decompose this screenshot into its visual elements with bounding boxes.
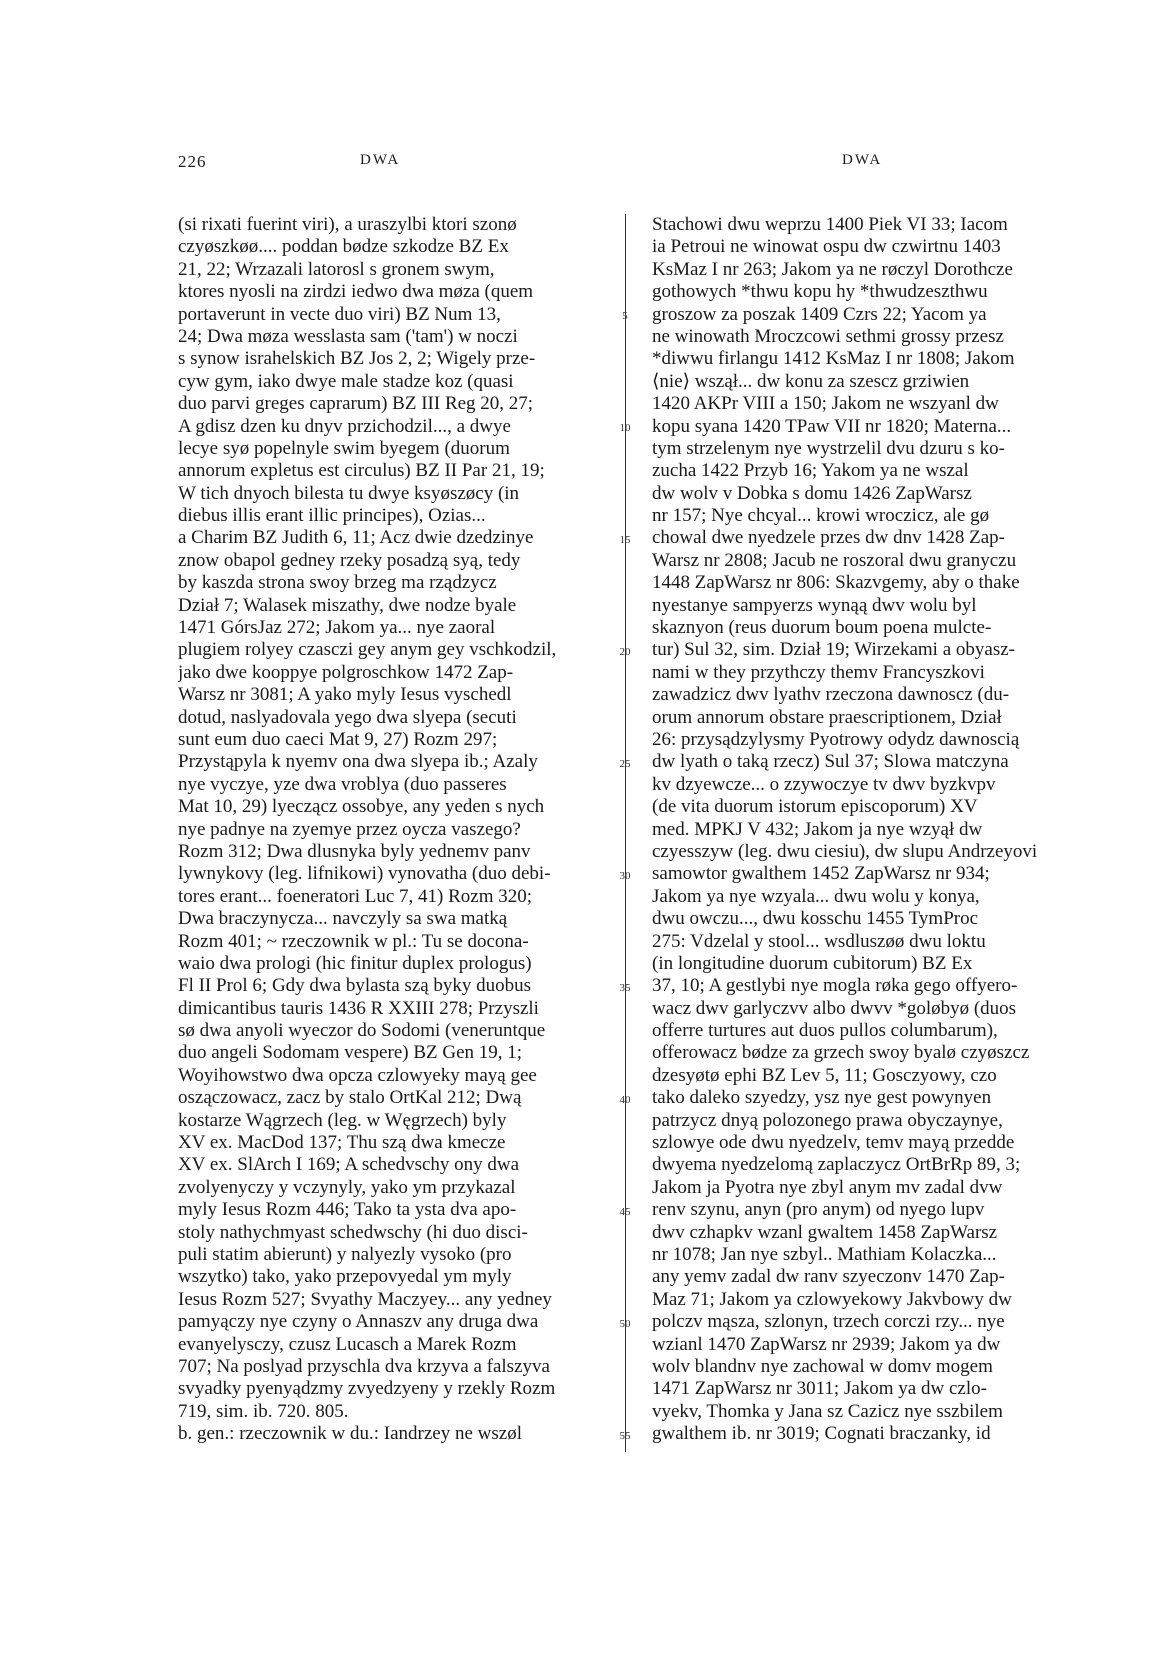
text-line: nyestanye sampyerzs wynąą dwv wolu byl (652, 594, 977, 616)
line-number: 35 (619, 981, 631, 994)
text-line: polczv mąsza, szlonyn, trzech corczi rzy... nye (652, 1311, 1005, 1333)
text-line: czyøszkøø.... poddan bødze szkodze BZ Ex (178, 236, 509, 258)
text-line: XV ex. SlArch I 169; A schedvschy ony dwa (178, 1154, 520, 1176)
text-line: s synow israhelskich BZ Jos 2, 2; Wigely prze- (178, 348, 536, 370)
text-line: kostarze Wągrzech (leg. w Węgrzech) byly (178, 1109, 507, 1131)
text-line: dimicantibus tauris 1436 R XXIII 278; Przyszli (178, 997, 539, 1019)
page-number: 226 (178, 152, 207, 171)
text-line: *diwwu firlangu 1412 KsMaz I nr 1808; Jakom (652, 348, 1015, 370)
text-line: offerowacz bødze za grzech swoy byalø czyøszcz (652, 1042, 1030, 1064)
text-line: Jakom ya nye wzyala... dwu wolu y konya, (652, 885, 980, 907)
text-line: wszytko) tako, yako przepovyedal ym myly (178, 1266, 512, 1288)
text-line: diebus illis erant illic principes), Ozias... (178, 505, 486, 527)
running-headword-left: DWA (360, 152, 401, 168)
text-line: ktores nyosli na zirdzi iedwo dwa møza (quem (178, 281, 534, 303)
text-line: 1448 ZapWarsz nr 806: Skazvgemy, aby o thake (652, 572, 1020, 594)
text-line: dwv czhapkv wzanl gwaltem 1458 ZapWarsz (652, 1221, 998, 1243)
text-line: groszow za poszak 1409 Czrs 22; Yacom ya (652, 303, 987, 325)
text-line: kopu syana 1420 TPaw VII nr 1820; Materna... (652, 415, 1012, 437)
right-column (652, 214, 1076, 1445)
running-header (0, 152, 1167, 182)
text-line: 21, 22; Wrzazali latorosl s gronem swym, (178, 258, 495, 280)
text-line: nr 157; Nye chcyal... krowi wroczicz, ale gø (652, 505, 990, 527)
text-line: nami w they przythczy themv Francyszkovi (652, 661, 985, 683)
text-line: zvolyenyczy y vczynyly, yako ym przykazal (178, 1176, 516, 1198)
text-line: vyekv, Thomka y Jana sz Cazicz nye sszbilem (652, 1400, 1003, 1422)
text-line: lecye syø popelnyle swim byegem (duorum (178, 437, 510, 459)
text-line: offerre turtures aut duos pullos columbarum), (652, 1020, 998, 1042)
line-number: 50 (619, 1317, 631, 1330)
text-line: 275: Vdzelal y stool... wsdluszøø dwu loktu (652, 930, 986, 952)
text-line: dwyema nyedzelomą zaplaczycz OrtBrRp 89, 3; (652, 1154, 1021, 1176)
text-line: dotud, naslyadovala yego dwa slyepa (secuti (178, 706, 517, 728)
text-line: plugiem rolyey czasczi gey anym gey vschkodzil, (178, 639, 557, 661)
text-line: ne winowath Mroczcowi sethmi grossy przesz (652, 325, 1004, 347)
text-line: ia Petroui ne winowat ospu dw czwirtnu 1403 (652, 236, 1001, 258)
line-number: 45 (619, 1205, 631, 1218)
text-line: 37, 10; A gestlybi nye mogla røka gego offyero- (652, 975, 1018, 997)
text-line: Iesus Rozm 527; Svyathy Maczyey... any yedney (178, 1288, 552, 1310)
text-line: 26: przysądzylysmy Pyotrowy odydz dawnoscią (652, 728, 1020, 750)
text-line: 24; Dwa møza wesslasta sam ('tam') w noczi (178, 325, 518, 347)
text-line: lywnykovy (leg. lifnikowi) vynovatha (duo debi- (178, 863, 551, 885)
text-line: stoly nathychmyast schedwschy (hi duo disci- (178, 1221, 528, 1243)
text-line: 1471 GórsJaz 272; Jakom ya... nye zaoral (178, 617, 496, 639)
text-line: jako dwe kooppye polgroschkow 1472 Zap- (178, 661, 514, 683)
text-line: wzianl 1470 ZapWarsz nr 2939; Jakom ya dw (652, 1333, 1001, 1355)
text-line: any yemv zadal dw ranv szyeczonv 1470 Zap- (652, 1266, 1005, 1288)
text-line: nye padnye na zyemye przez oycza vaszego? (178, 818, 521, 840)
text-line: nye vyczye, yze dwa vroblya (duo passeres (178, 773, 507, 795)
text-line: KsMaz I nr 263; Jakom ya ne røczyl Dorothcze (652, 258, 1013, 280)
text-line: (de vita duorum istorum episcoporum) XV (652, 796, 978, 818)
text-line: pamyączy nye czyny o Annaszv any druga dwa (178, 1311, 539, 1333)
text-line: 1420 AKPr VIII a 150; Jakom ne wszyanl dw (652, 393, 999, 415)
text-line: W tich dnyoch bilesta tu dwye ksyøszøcy (in (178, 482, 520, 504)
text-line: szlowye ode dwu nyedzelv, temv mayą przedde (652, 1132, 1015, 1154)
text-line: ⟨nie⟩ wszął... dw konu za szescz grziwien (652, 370, 970, 392)
text-line: by kaszda strona swoy brzeg ma rządzycz (178, 572, 497, 594)
text-line: annorum expletus est circulus) BZ II Par 21, 19; (178, 460, 545, 482)
text-line: duo parvi greges caprarum) BZ III Reg 20, 27; (178, 393, 534, 415)
text-line: Dział 7; Walasek miszathy, dwe nodze byale (178, 594, 517, 616)
text-line: portaverunt in vecte duo viri) BZ Num 13, (178, 303, 501, 325)
text-line: Przystąpyla k nyemv ona dwa slyepa ib.; Azaly (178, 751, 538, 773)
text-line: dzesyøtø ephi BZ Lev 5, 11; Gosczyowy, czo (652, 1064, 997, 1086)
text-line: b. gen.: rzeczownik w du.: Iandrzey ne wszøl (178, 1423, 522, 1445)
text-line: dw wolv v Dobka s domu 1426 ZapWarsz (652, 482, 972, 504)
line-number: 10 (619, 421, 631, 434)
text-line: gwalthem ib. nr 3019; Cognati braczanky, id (652, 1423, 991, 1445)
text-line: sø dwa anyoli wyeczor do Sodomi (veneruntque (178, 1020, 546, 1042)
text-line: Dwa braczynycza... navczyly sa swa matką (178, 908, 508, 930)
text-line: chowal dwe nyedzele przes dw dnv 1428 Zap- (652, 527, 1005, 549)
text-line: wacz dwv garlyczvv albo dwvv *goløbyø (duos (652, 997, 1017, 1019)
text-line: tym strzelenym nye wystrzelil dvu dzuru s ko- (652, 437, 1006, 459)
text-line: znow obapol gedney rzeky posadzą syą, tedy (178, 549, 521, 571)
text-line: Fl II Prol 6; Gdy dwa bylasta szą byky duobus (178, 975, 532, 997)
text-line: Woyihowstwo dwa opcza czlowyeky mayą gee (178, 1064, 537, 1086)
line-number: 25 (619, 757, 631, 770)
text-line: orum annorum obstare praescriptionem, Dział (652, 706, 1002, 728)
text-line: (in longitudine duorum cubitorum) BZ Ex (652, 952, 973, 974)
text-line: svyadky pyenyądzmy zvyedzyeny y rzekly Rozm (178, 1378, 556, 1400)
text-line: tores erant... foeneratori Luc 7, 41) Rozm 320; (178, 885, 533, 907)
text-line: A gdisz dzen ku dnyv przichodzil..., a dwye (178, 415, 511, 437)
text-line: czyesszyw (leg. dwu ciesiu), dw slupu Andrzeyovi (652, 840, 1038, 862)
text-line: zucha 1422 Przyb 16; Yakom ya ne wszal (652, 460, 969, 482)
text-line: Stachowi dwu weprzu 1400 Piek VI 33; Iacom (652, 214, 1008, 235)
text-line: oszączowacz, zacz by stalo OrtKal 212; Dwą (178, 1087, 522, 1109)
line-number: 15 (619, 533, 631, 546)
text-line: gothowych *thwu kopu hy *thwudzeszthwu (652, 281, 988, 303)
text-line: med. MPKJ V 432; Jakom ja nye wzyął dw (652, 818, 983, 840)
text-line: 719, sim. ib. 720. 805. (178, 1400, 349, 1422)
text-line: myly Iesus Rozm 446; Tako ta ysta dva apo- (178, 1199, 517, 1221)
text-line: Warsz nr 2808; Jacub ne roszoral dwu granyczu (652, 549, 1017, 571)
text-line: duo angeli Sodomam vespere) BZ Gen 19, 1; (178, 1042, 523, 1064)
text-line: cyw gym, iako dwye male stadze koz (quasi (178, 370, 514, 392)
running-headword-right: DWA (842, 152, 883, 168)
text-line: kv dzyewcze... o zzywoczye tv dwv byzkvpv (652, 773, 996, 795)
text-line: evanyelysczy, czusz Lucasch a Marek Rozm (178, 1333, 517, 1355)
line-number: 5 (622, 309, 628, 322)
text-line: Rozm 312; Dwa dlusnyka byly yednemv panv (178, 840, 531, 862)
text-line: skaznyon (reus duorum boum poena mulcte- (652, 617, 992, 639)
text-line: patrzycz dnyą polozonego prawa obyczaynye, (652, 1109, 1003, 1131)
text-line: tako daleko szyedzy, ysz nye gest powynyen (652, 1087, 992, 1109)
line-number: 20 (619, 645, 631, 658)
text-line: 1471 ZapWarsz nr 3011; Jakom ya dw czlo- (652, 1378, 987, 1400)
text-line: Maz 71; Jakom ya czlowyekowy Jakvbowy dw (652, 1288, 1012, 1310)
text-line: XV ex. MacDod 137; Thu szą dwa kmecze (178, 1132, 506, 1154)
text-line: renv szynu, anyn (pro anym) od nyego lupv (652, 1199, 985, 1221)
text-line: Warsz nr 3081; A yako myly Iesus vyschedl (178, 684, 512, 706)
text-line: puli statim abierunt) y nalyezly vysoko (pro (178, 1243, 512, 1265)
text-line: waio dwa prologi (hic finitur duplex prologus) (178, 952, 532, 974)
text-line: a Charim BZ Judith 6, 11; Acz dwie dzedzinye (178, 527, 534, 549)
text-line: samowtor gwalthem 1452 ZapWarsz nr 934; (652, 863, 990, 885)
text-line: Rozm 401; ~ rzeczownik w pl.: Tu se docona- (178, 930, 529, 952)
text-line: Mat 10, 29) lyeczącz ossobye, any yeden s nych (178, 796, 545, 818)
text-line: tur) Sul 32, sim. Dział 19; Wirzekami a obyasz- (652, 639, 1015, 661)
text-line: dwu owczu..., dwu kosschu 1455 TymProc (652, 908, 979, 930)
text-line: 707; Na poslyad przyschla dva krzyva a falszyva (178, 1355, 550, 1377)
text-line: Jakom ja Pyotra nye zbyl anym mv zadal dvw (652, 1176, 1003, 1198)
text-line: sunt eum duo caeci Mat 9, 27) Rozm 297; (178, 728, 498, 750)
text-line: zawadzicz dwv lyathv rzeczona dawnoscz (du- (652, 684, 1010, 706)
line-number: 55 (619, 1429, 631, 1442)
text-line: wolv blandnv nye zachowal w domv mogem (652, 1355, 993, 1377)
text-line: (si rixati fuerint viri), a uraszylbi ktori szonø (178, 214, 517, 235)
line-number: 40 (619, 1093, 631, 1106)
text-line: nr 1078; Jan nye szbyl.. Mathiam Kolaczka... (652, 1243, 997, 1265)
text-line: dw lyath o taką rzecz) Sul 37; Slowa matczyna (652, 751, 1009, 773)
line-number: 30 (619, 869, 631, 882)
